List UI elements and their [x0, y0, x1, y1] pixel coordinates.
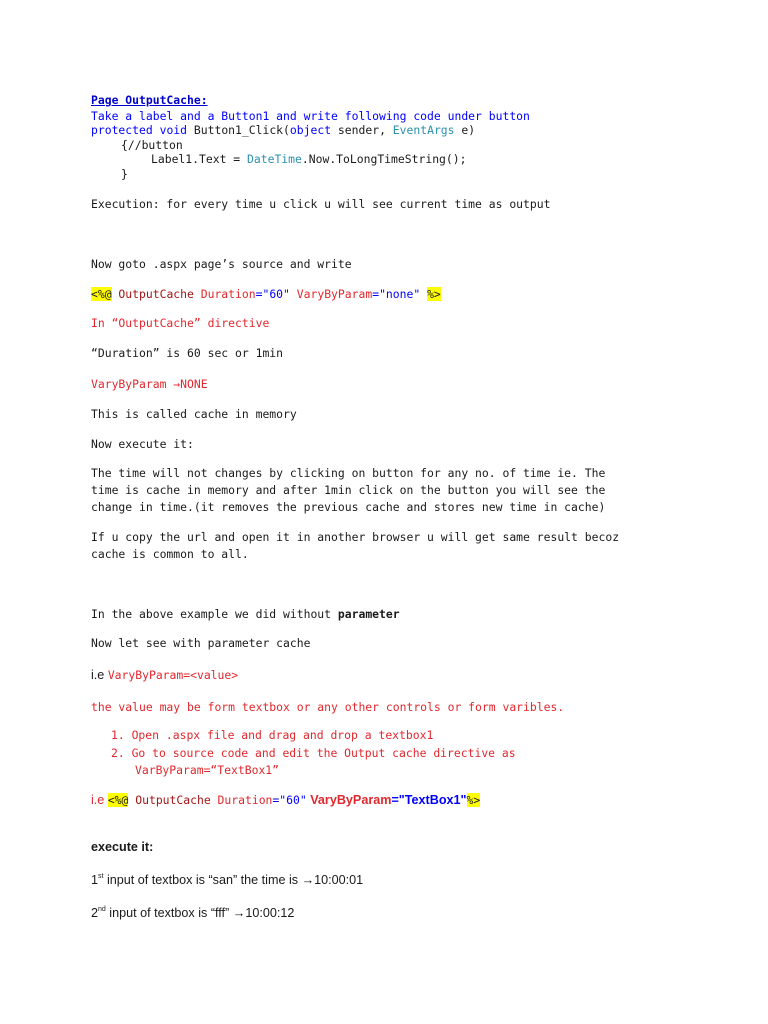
- input-time: 10:00:12: [245, 906, 295, 920]
- input-result-line: [91, 872, 363, 889]
- arrow-icon: →: [301, 873, 315, 887]
- directive-attr: Duration: [217, 793, 273, 807]
- list-item: [111, 745, 516, 762]
- list-item-continuation: VarByParam=“TextBox1”: [135, 763, 280, 777]
- paragraph-line: cache is common to all.: [91, 547, 249, 561]
- duration-line: “Duration” is 60 sec or 1min: [91, 346, 284, 360]
- code-open-brace: {//button: [121, 138, 183, 152]
- directive-name: OutputCache: [111, 287, 201, 301]
- value-note-line: the value may be form textbox or any other controls or form varibles.: [91, 700, 565, 714]
- goto-source-line: Now goto .aspx page’s source and write: [91, 257, 352, 271]
- varybyparam-none-line: [91, 376, 208, 393]
- input-number: 1: [91, 873, 99, 887]
- directive-close-tag: %>: [427, 287, 441, 301]
- directive-line-2: [91, 792, 480, 809]
- input-ordinal: nd: [98, 906, 106, 913]
- paragraph-line: If u copy the url and open it in another browser u will get same result becoz: [91, 530, 620, 544]
- directive-attr: VaryByParam: [289, 287, 373, 301]
- execute-it-heading: execute it:: [91, 840, 154, 854]
- execute-it-line: Now execute it:: [91, 437, 194, 451]
- code-keyword: protected: [91, 123, 153, 137]
- now-let-see-line: Now let see with parameter cache: [91, 636, 311, 650]
- code-type: EventArgs: [392, 123, 455, 137]
- none-label: NONE: [180, 377, 208, 391]
- list-item: [111, 727, 433, 744]
- directive-open-tag: <%@: [107, 793, 129, 807]
- code-close-brace: }: [121, 167, 128, 181]
- above-example-text: In the above example we did without: [91, 607, 338, 621]
- input-ordinal: st: [98, 873, 104, 880]
- input-result-line: [91, 905, 294, 922]
- directive-open-tag: <%@: [91, 287, 112, 301]
- directive-value: "60": [262, 287, 290, 301]
- ie-prefix: i.e: [91, 668, 108, 682]
- ie-varybyparam-line: [91, 667, 238, 684]
- directive-attr: VaryByParam: [306, 793, 392, 807]
- cache-memory-line: This is called cache in memory: [91, 407, 297, 421]
- directive-name: OutputCache: [128, 793, 218, 807]
- arrow-icon: →: [173, 377, 181, 391]
- paragraph-line: change in time.(it removes the previous cache and stores new time in cache): [91, 500, 606, 514]
- in-directive-line: In “OutputCache” directive: [91, 316, 270, 330]
- code-text: Label1.Text =: [151, 152, 248, 166]
- code-text: sender,: [331, 123, 393, 137]
- varybyparam-value: VaryByParam=<value>: [107, 668, 239, 682]
- execution-line: Execution: for every time u click u will see current time as output: [91, 197, 551, 211]
- directive-value: "TextBox1": [398, 793, 467, 807]
- directive-eq: =: [272, 793, 280, 807]
- input-text: input of textbox is “san” the time is: [103, 873, 302, 887]
- directive-line-1: [91, 286, 441, 303]
- directive-eq: =: [391, 793, 399, 807]
- directive-eq: =: [372, 287, 380, 301]
- above-example-bold: parameter: [337, 607, 400, 621]
- input-text: input of textbox is “fff”: [105, 906, 233, 920]
- list-text: Go to source code and edit the Output cache directive as: [131, 746, 516, 760]
- code-text: Button1_Click(: [187, 123, 290, 137]
- list-text: Open .aspx file and drag and drop a textbox1: [131, 728, 434, 742]
- input-number: 2: [91, 906, 99, 920]
- input-time: 10:00:01: [314, 873, 364, 887]
- list-number: 2.: [111, 746, 125, 760]
- directive-value: "60": [279, 793, 307, 807]
- above-example-line: [91, 606, 400, 623]
- paragraph-line: time is cache in memory and after 1min click on the button you will see the: [91, 483, 606, 497]
- code-type: DateTime: [247, 152, 302, 166]
- ie-prefix: i.e: [91, 793, 108, 807]
- code-keyword: object: [289, 123, 332, 137]
- arrow-icon: →: [232, 906, 246, 920]
- paragraph-line: The time will not changes by clicking on button for any no. of time ie. The: [91, 466, 606, 480]
- directive-close-tag: %>: [466, 793, 481, 807]
- code-assignment: [151, 151, 466, 168]
- code-keyword: void: [159, 123, 188, 137]
- directive-value: "none": [379, 287, 421, 301]
- code-text: .Now.ToLongTimeString();: [301, 152, 467, 166]
- intro-line: Take a label and a Button1 and write following code under button: [91, 109, 530, 123]
- code-text: e): [454, 123, 476, 137]
- list-number: 1.: [111, 728, 125, 742]
- directive-attr: Duration: [200, 287, 256, 301]
- varybyparam-label: VaryByParam: [91, 377, 174, 391]
- directive-eq: =: [255, 287, 263, 301]
- section-heading: Page OutputCache:: [91, 93, 208, 107]
